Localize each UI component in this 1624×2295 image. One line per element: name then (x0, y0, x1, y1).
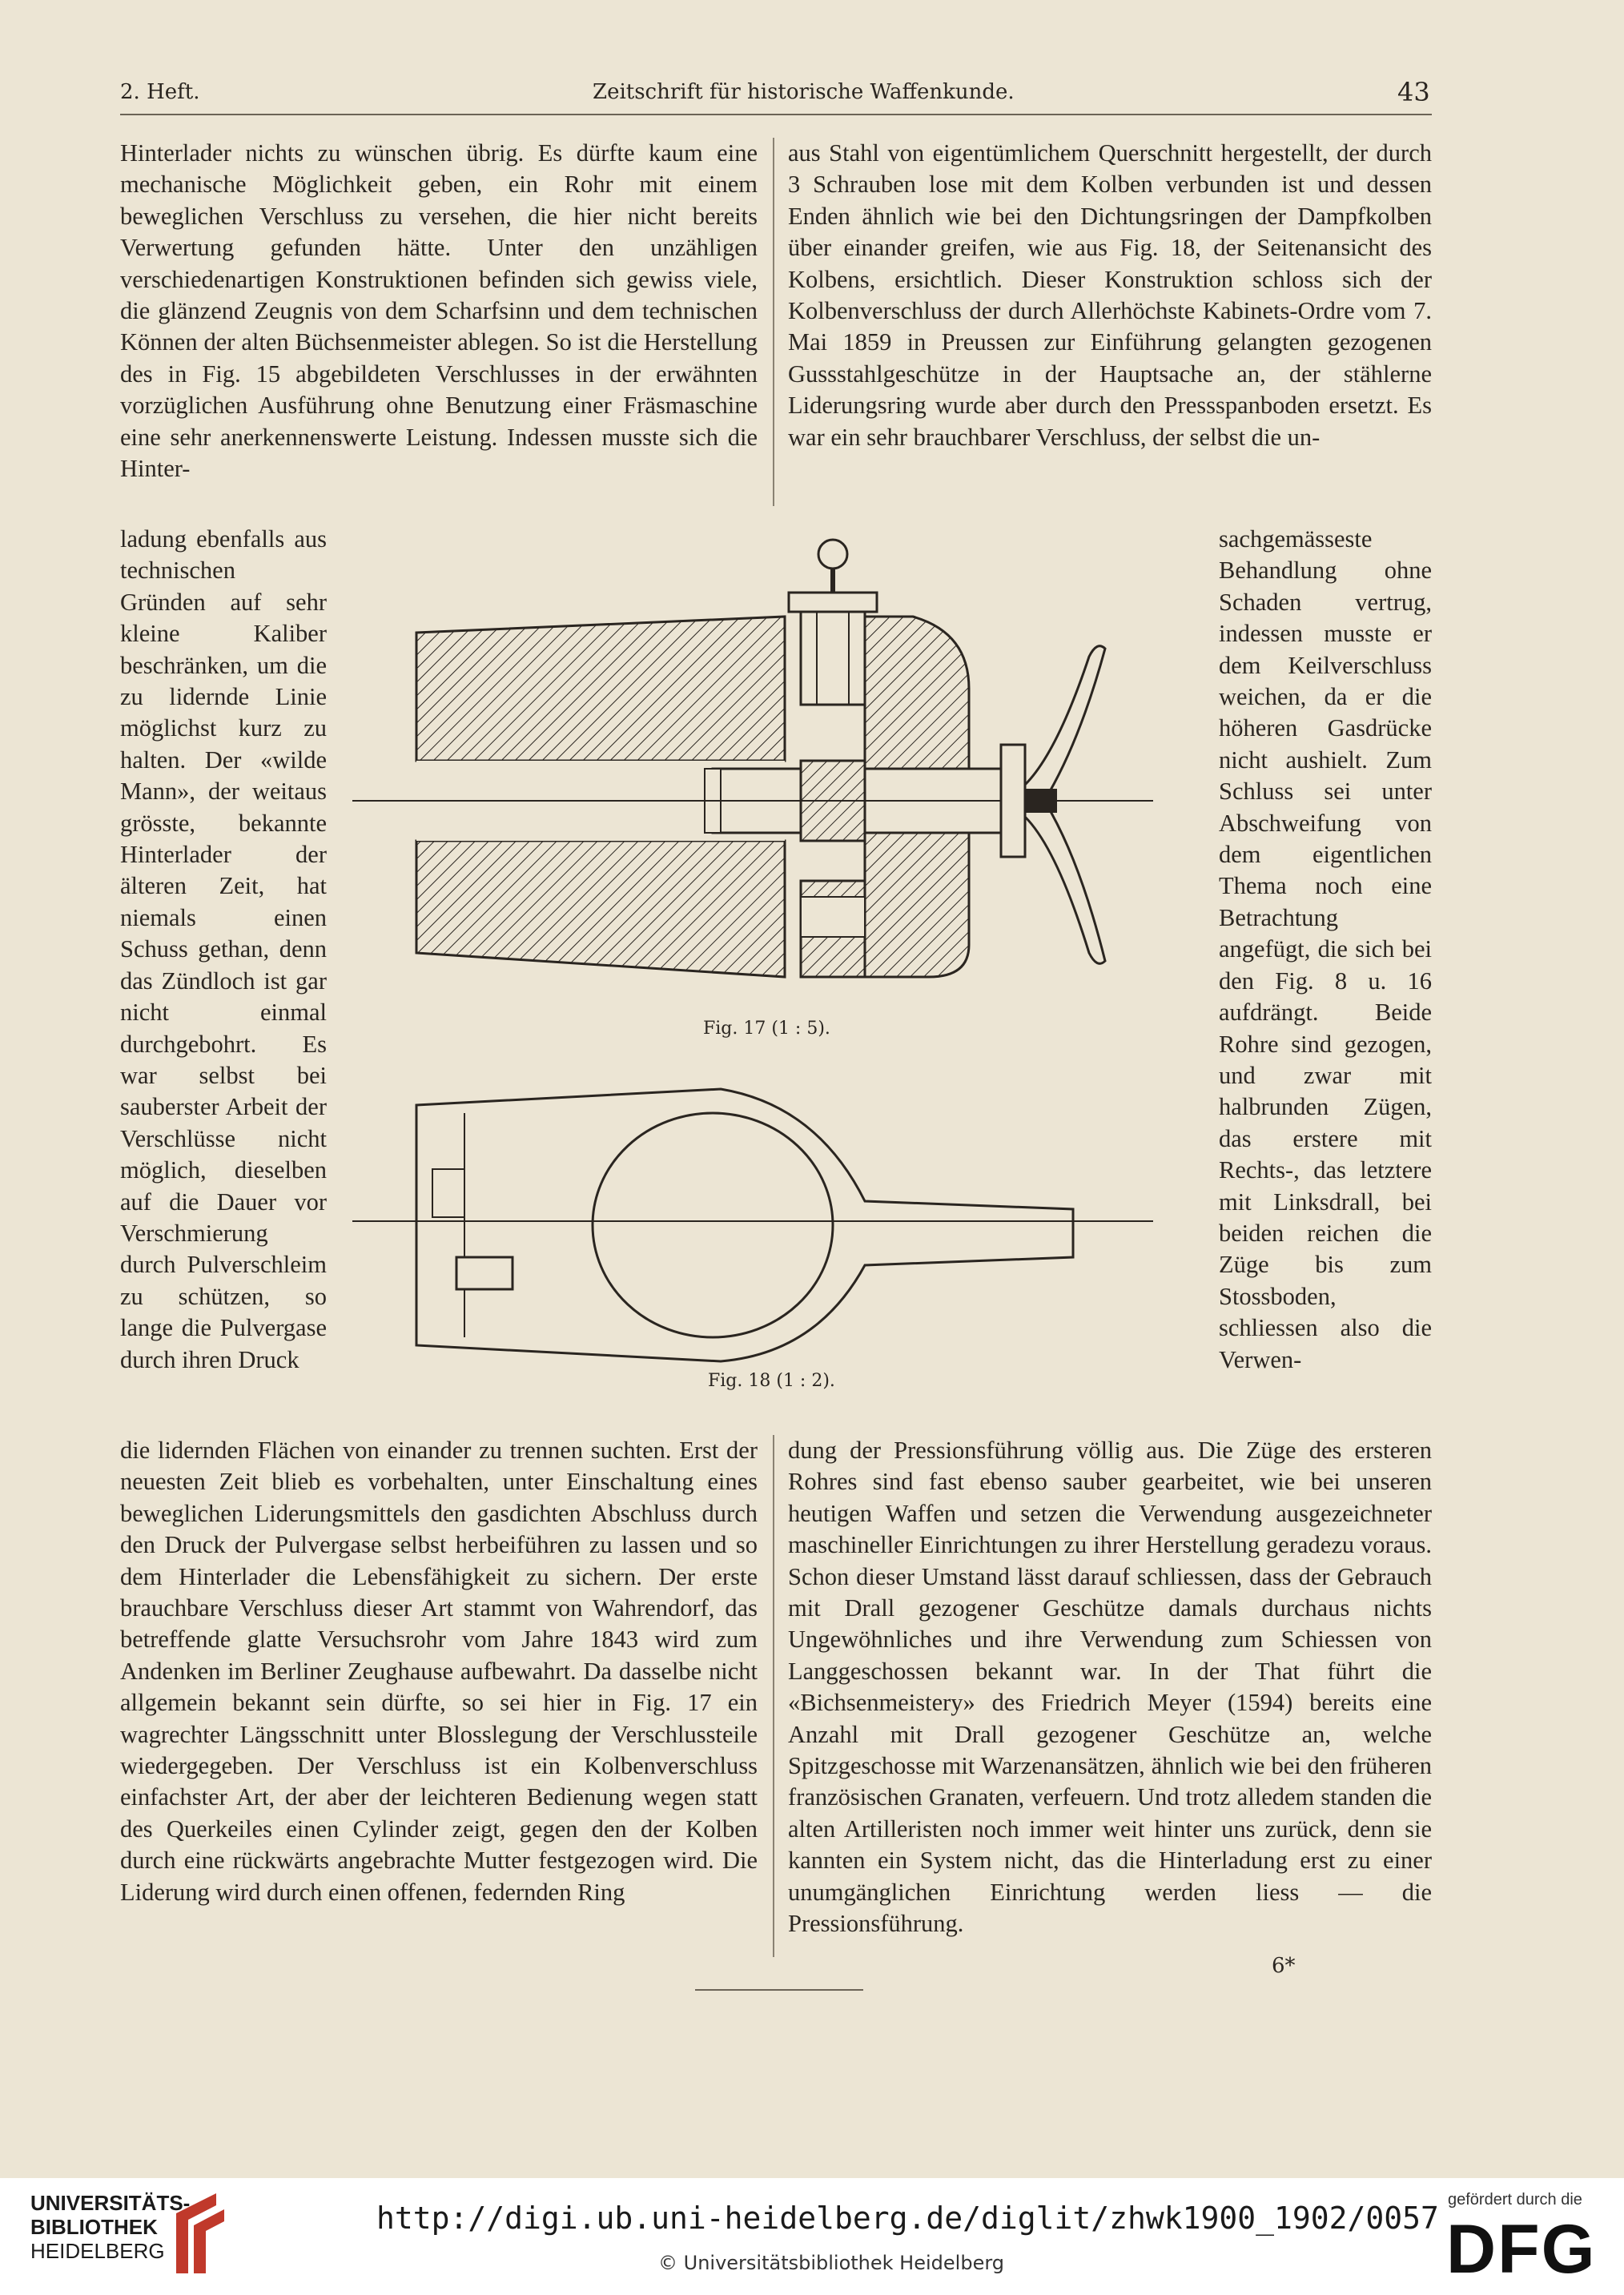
right-column-top-text: aus Stahl von eigentümlichem Querschnitt hergestellt, der durch 3 Schrauben lose mit dem Kolben verbunden ist und dessen Enden ähnlich wie bei den Dichtungsringen der Dampfkolben über einander greifen, wie aus Fig. 18, der Seitenansicht des Kolbens, ersichtlich. Dieser Konstruktion schloss sich der Kolbenverschluss der durch Allerhöchste Kabinets-Ordre vom 7. Mai 1859 in Preussen zur Einführung gelangten gezogenen Gussstahlgeschütze in der Hauptsache an, der stählerne Liderungsring wurde aber durch den Pressspanboden ersetzt. Es war ein sehr brauchbarer Verschluss, der selbst die un- (788, 139, 1432, 451)
library-logo-icon (168, 2189, 232, 2277)
library-logo-text (30, 2191, 190, 2263)
left-column-narrow-text: ladung ebenfalls aus technischen Gründen auf sehr kleine Kaliber beschränken, um die zu lidernde Linie möglichst kurz zu halten. Der «wilde Mann», der weitaus grösste, bekannte Hinterlader der älteren Zeit, hat niemals einen Schuss gethan, denn das Zündloch ist gar nicht einmal durchgebohrt. Es war selbst bei sauberster Arbeit der Verschlüsse nicht möglich, dieselben auf die Dauer vor Verschmierung durch Pulverschleim zu schützen, so lange die Pulvergase durch ihren Druck (120, 525, 327, 1373)
left-column-top-text: Hinterlader nichts zu wünschen übrig. Es dürfte kaum eine mechanische Möglichkeit geben, ein Rohr mit einem beweglichen Verschluss zu versehen, die hier nicht bereits Verwertung gefunden hätte. Unter den unzähligen verschiedenartigen Konstruktionen befinden sich gewiss viele, die glänzend Zeugnis von dem Scharfsinn und dem technischen Können der alten Büchsenmeister ablegen. So ist die Herstellung des in Fig. 15 abgebildeten Verschlusses in der erwähnten vorzüglichen Ausführung ohne Benutzung einer Fräsmaschine eine sehr anerkennenswerte Leistung. Indessen musste sich die Hinter- (120, 139, 758, 483)
library-line-1: UNIVERSITÄTS- (30, 2191, 191, 2215)
running-head-title: Zeitschrift für historische Waffenkunde. (593, 80, 1015, 104)
left-column-bottom-text: die lidernden Flächen von einander zu trennen suchten. Erst der neuesten Zeit blieb es vorbehalten, unter Einschaltung eines beweglichen Liderungsmittels den gasdichten Abschluss durch den Druck der Pulvergase selbst herbeiführen zu lassen und so dem Hinterlader die Lebensfähigkeit zu sichern. Der erste brauchbare Verschluss dieser Art stammt von Wahrendorf, das betreffende glatte Versuchsrohr vom Jahre 1843 wird zum Andenken im Berliner Zeughause aufbewahrt. Da dasselbe nicht allgemein bekannt sein dürfte, so sei hier in Fig. 17 ein wagrechter Längsschnitt unter Blosslegung der Verschlussteile wiedergegeben. Der Verschluss ist ein Kolbenverschluss einfachster Art, der aber der leichteren Bedienung wegen statt des Querkeiles einen Cylinder zeigt, gegen den der Kolben durch eine rückwärts angebrachte Mutter festgezogen wird. Die Liderung wird durch einen offenen, federnden Ring (120, 1437, 758, 1906)
running-head-left: 2. Heft. (120, 80, 200, 104)
figure-17-caption: Fig. 17 (1 : 5). (703, 1019, 830, 1039)
piston-outline (352, 1089, 1153, 1361)
funding-label: gefördert durch die (1448, 2191, 1582, 2209)
right-column-narrow-text: sachgemässeste Behandlung ohne Schaden vertrug, indessen musste er dem Keilverschluss weichen, da er die höheren Gasdrücke nicht aushielt. Zum Schluss sei unter Abschweifung von dem eigentlichen Thema noch eine Betrachtung angefügt, die sich bei den Fig. 8 u. 16 aufdrängt. Beide Rohre sind gezogen, und zwar mit halbrunden Zügen, das erstere mit Rechts-, das letztere mit Linksdrall, bei beiden reichen die Züge bis zum Stossboden, schliessen also die Verwen- (1219, 525, 1432, 1373)
library-line-2: BIBLIOTHEK (30, 2215, 158, 2239)
page-number: 43 (1397, 77, 1430, 107)
column-divider (773, 138, 774, 506)
footnote-rule (695, 1989, 863, 1991)
figure-17-breech-section (352, 529, 1217, 1017)
rear-nut-handle (1001, 646, 1105, 964)
signature-mark: 6* (1272, 1954, 1296, 1978)
permalink-url[interactable]: http://digi.ub.uni-heidelberg.de/diglit/zhwk1900_1902/0057 (376, 2201, 1439, 2236)
library-line-3: HEIDELBERG (30, 2239, 165, 2263)
dfg-logo: DFG (1446, 2211, 1597, 2288)
column-divider-lower (773, 1435, 774, 1957)
breech-block (789, 540, 969, 977)
viewer-footer (0, 2178, 1624, 2295)
figure-18-piston-view (352, 1073, 1217, 1369)
copyright-notice: © Universitätsbibliothek Heidelberg (658, 2252, 1005, 2274)
header-rule (120, 114, 1432, 115)
right-column-bottom-text: dung der Pressionsführung völlig aus. Die Züge des ersteren Rohres sind fast ebenso sauber gearbeitet, wie bei unseren heutigen Waffen und setzen die Verwendung ausgezeichneter maschineller Einrichtungen zu ihrer Herstellung geradezu voraus. Schon dieser Umstand lässt darauf schliessen, dass der Gebrauch mit Drall gezogener Geschütze damals durchaus nichts Ungewöhnliches und ihre Verwendung zum Schiessen von Langgeschossen bekannt war. In der That führt die «Bichsenmeistery» des Friedrich Meyer (1594) bereits eine Anzahl mit Drall gezogener Geschütze an, welche Spitzgeschosse mit Warzenansätzen, ähnlich wie bei den früheren französischen Granaten, verfeuern. Und trotz alledem standen die alten Artilleristen noch immer weit hinter uns zurück, denn sie kannten ein System nicht, das die Hinterladung erst zu einer unumgänglichen Einrichtung werden liess — die Pressionsführung. (788, 1437, 1432, 1938)
figure-18-caption: Fig. 18 (1 : 2). (708, 1371, 835, 1391)
